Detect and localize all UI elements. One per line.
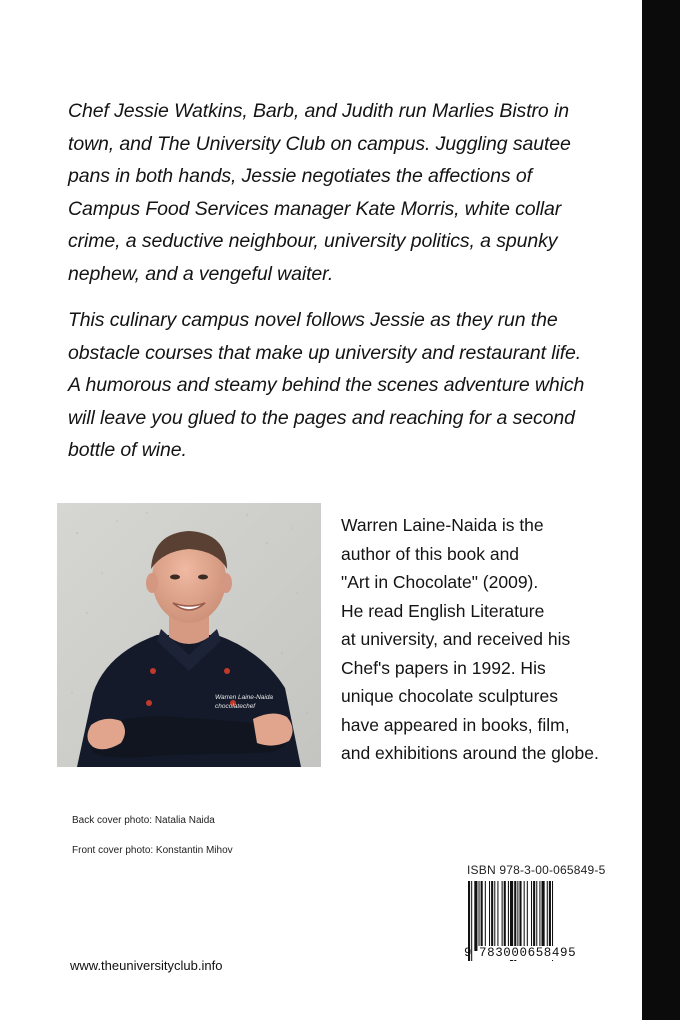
blurb-line: bottle of wine. (68, 439, 187, 461)
barcode-bar (485, 881, 486, 951)
barcode-bar (504, 881, 506, 951)
front-cover-photo-credit: Front cover photo: Konstantin Mihov (72, 845, 233, 856)
barcode-bar (508, 881, 509, 951)
barcode-bar (494, 881, 495, 951)
barcode-bar (517, 881, 518, 951)
bio-line: Warren Laine-Naida is the (341, 515, 544, 535)
barcode-bar (549, 881, 551, 951)
barcode-bar (479, 881, 480, 951)
website-url[interactable]: www.theuniversityclub.info (70, 958, 223, 973)
author-bio (341, 511, 611, 768)
bio-line: unique chocolate sculptures (341, 686, 558, 706)
barcode-first-digit: 9 (464, 946, 472, 960)
bio-line: He read English Literature (341, 600, 545, 621)
blurb-line: This culinary campus novel follows Jessie as they run the (68, 309, 558, 331)
bio-line: and exhibitions around the globe. (341, 743, 599, 763)
bio-line: "Art in Chocolate" (2009). (341, 572, 539, 592)
jacket-embroidery-name: Warren Laine-Naida (215, 694, 274, 701)
barcode-bar (547, 881, 548, 951)
blurb-paragraph-2 (68, 304, 588, 467)
barcode-bar (489, 881, 490, 951)
back-cover-photo-credit: Back cover photo: Natalia Naida (72, 815, 215, 826)
barcode-bar (527, 881, 528, 951)
blurb-line: crime, a seductive neighbour, university politics, a spunky (68, 230, 558, 252)
blurb-line: will leave you glued to the pages and reaching for a second (68, 406, 575, 429)
barcode-bar (531, 881, 532, 951)
barcode-bar (519, 881, 521, 951)
bio-line: at university, and received his (341, 629, 571, 649)
bio-line: author of this book and (341, 543, 520, 564)
spine-edge (642, 0, 680, 1020)
blurb-line: obstacle courses that make up university and restaurant life. (68, 341, 582, 364)
jacket-embroidery-title: chocolatechef (215, 703, 256, 710)
bio-line: Chef's papers in 1992. His (341, 657, 546, 678)
barcode-bar (542, 881, 545, 951)
blurb-line: town, and The University Club on campus. Juggling sautee (68, 132, 571, 155)
barcode-digit-string: 783000658495 (479, 946, 577, 960)
blurb-line: Campus Food Services manager Kate Morris, white collar (68, 197, 562, 220)
barcode-bar (497, 881, 498, 951)
barcode-bar (539, 881, 540, 951)
blurb-line: nephew, and a vengeful waiter. (68, 262, 334, 285)
isbn-label: ISBN 978-3-00-065849-5 (467, 863, 606, 877)
barcode-bar (524, 881, 525, 951)
barcode-bar (536, 881, 537, 951)
barcode-bar (502, 881, 503, 951)
barcode-bar (533, 881, 535, 951)
barcode-bar (491, 881, 493, 951)
bio-line: have appeared in books, film, (341, 714, 570, 735)
blurb-line: Chef Jessie Watkins, Barb, and Judith run Marlies Bistro in (68, 100, 569, 122)
barcode-bar (481, 881, 483, 951)
blurb-line: A humorous and steamy behind the scenes adventure which (68, 374, 585, 396)
author-photo (57, 503, 321, 767)
blurb-paragraph-1 (68, 95, 588, 290)
blurb-line: pans in both hands, Jessie negotiates the affections of (68, 165, 532, 187)
barcode-bar (474, 881, 477, 951)
